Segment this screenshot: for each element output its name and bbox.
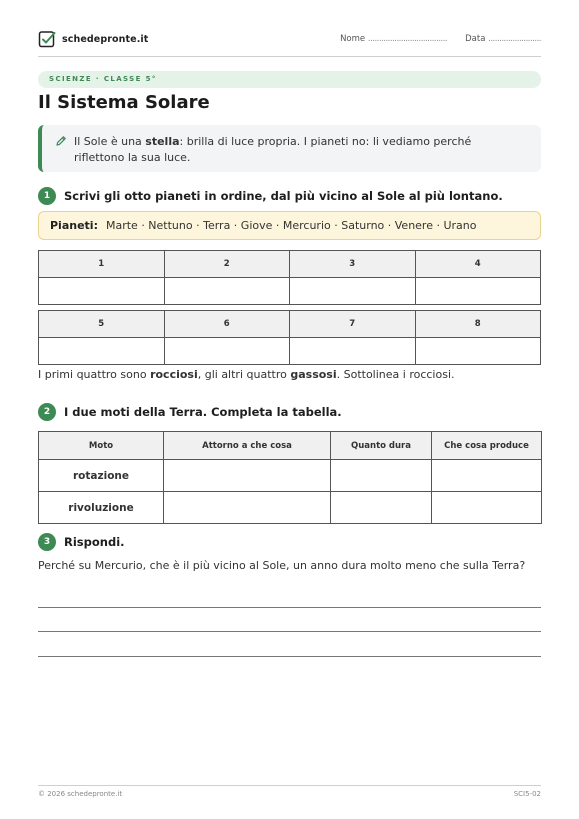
date-field[interactable] [465,34,541,44]
note-bold: rocciosi [150,368,198,381]
answer-cell[interactable] [164,338,290,365]
page-header [38,30,541,52]
question-text: Perché su Mercurio, che è il più vicino al Sole, un anno dura molto meno che sulla Terra? [38,559,526,572]
callout-text-part: Il Sole è una [74,135,146,148]
date-label: Data [465,34,486,44]
name-date-fields [340,34,541,44]
column-header: 4 [415,251,541,278]
brand-name: schedepronte.it [62,33,149,45]
note-text: I primi quattro sono [38,368,151,381]
word-bank-label: Pianeti: [50,219,98,232]
column-header: Che cosa produce [432,432,542,460]
row-label: rotazione [39,460,164,492]
date-line: ........................ [488,34,541,44]
row-label: rivoluzione [39,492,164,524]
exercise-2-heading [38,403,342,421]
column-header: 3 [290,251,416,278]
answer-line[interactable] [38,656,541,657]
earth-motions-table [38,431,542,524]
subject-tag: SCIENZE · CLASSE 5° [38,71,541,88]
answer-cell[interactable] [164,460,331,492]
name-field[interactable] [340,34,447,44]
callout-text-part: : brilla di luce propria. I pianeti no: li vediamo perché riflettono la sua luce. [74,135,472,164]
footer-code: SCI5-02 [513,790,541,798]
footer-copyright: © 2026 schedepronte.it [38,790,123,798]
answer-cell[interactable] [415,338,541,365]
table-row [39,460,542,492]
header-divider [38,56,541,57]
info-callout [38,125,541,172]
column-header: Quanto dura [331,432,432,460]
answer-cell[interactable] [39,338,165,365]
answer-cell[interactable] [331,460,432,492]
answer-cell[interactable] [164,278,290,305]
name-line: .................................... [367,34,448,44]
rocky-gas-note [38,368,455,381]
exercise-title: Scrivi gli otto pianeti in ordine, dal più vicino al Sole al più lontano. [64,189,503,203]
callout-bold-word: stella [145,135,180,148]
exercise-title: I due moti della Terra. Completa la tabella. [64,405,342,419]
answer-line[interactable] [38,607,541,608]
column-header: 2 [164,251,290,278]
exercise-number-badge: 1 [38,187,56,205]
column-header: Moto [39,432,164,460]
pencil-icon [55,135,67,147]
answer-cell[interactable] [290,338,416,365]
planets-table-1-4 [38,250,541,305]
callout-text [74,134,523,166]
answer-cell[interactable] [432,492,542,524]
exercise-1-heading [38,187,503,205]
note-text: . Sottolinea i rocciosi. [336,368,455,381]
exercise-number-badge: 2 [38,403,56,421]
footer-divider [38,785,541,786]
page-title: Il Sistema Solare [38,92,210,113]
answer-line[interactable] [38,631,541,632]
answer-cell[interactable] [432,460,542,492]
exercise-title: Rispondi. [64,535,125,549]
answer-cell[interactable] [331,492,432,524]
word-bank-words: Marte · Nettuno · Terra · Giove · Mercurio · Saturno · Venere · Urano [105,219,477,232]
planets-table-5-8 [38,310,541,365]
answer-cell[interactable] [415,278,541,305]
column-header: 7 [290,311,416,338]
answer-cell[interactable] [39,278,165,305]
brand [38,30,148,48]
column-header: 8 [415,311,541,338]
note-bold: gassosi [290,368,337,381]
column-header: 1 [39,251,165,278]
table-row [39,492,542,524]
answer-cell[interactable] [164,492,331,524]
exercise-number-badge: 3 [38,533,56,551]
column-header: 5 [39,311,165,338]
column-header: Attorno a che cosa [164,432,331,460]
name-label: Nome [340,34,366,44]
checklist-logo-icon [38,30,56,48]
exercise-3-heading [38,533,125,551]
column-header: 6 [164,311,290,338]
word-bank [38,211,541,240]
note-text: , gli altri quattro [197,368,291,381]
answer-cell[interactable] [290,278,416,305]
